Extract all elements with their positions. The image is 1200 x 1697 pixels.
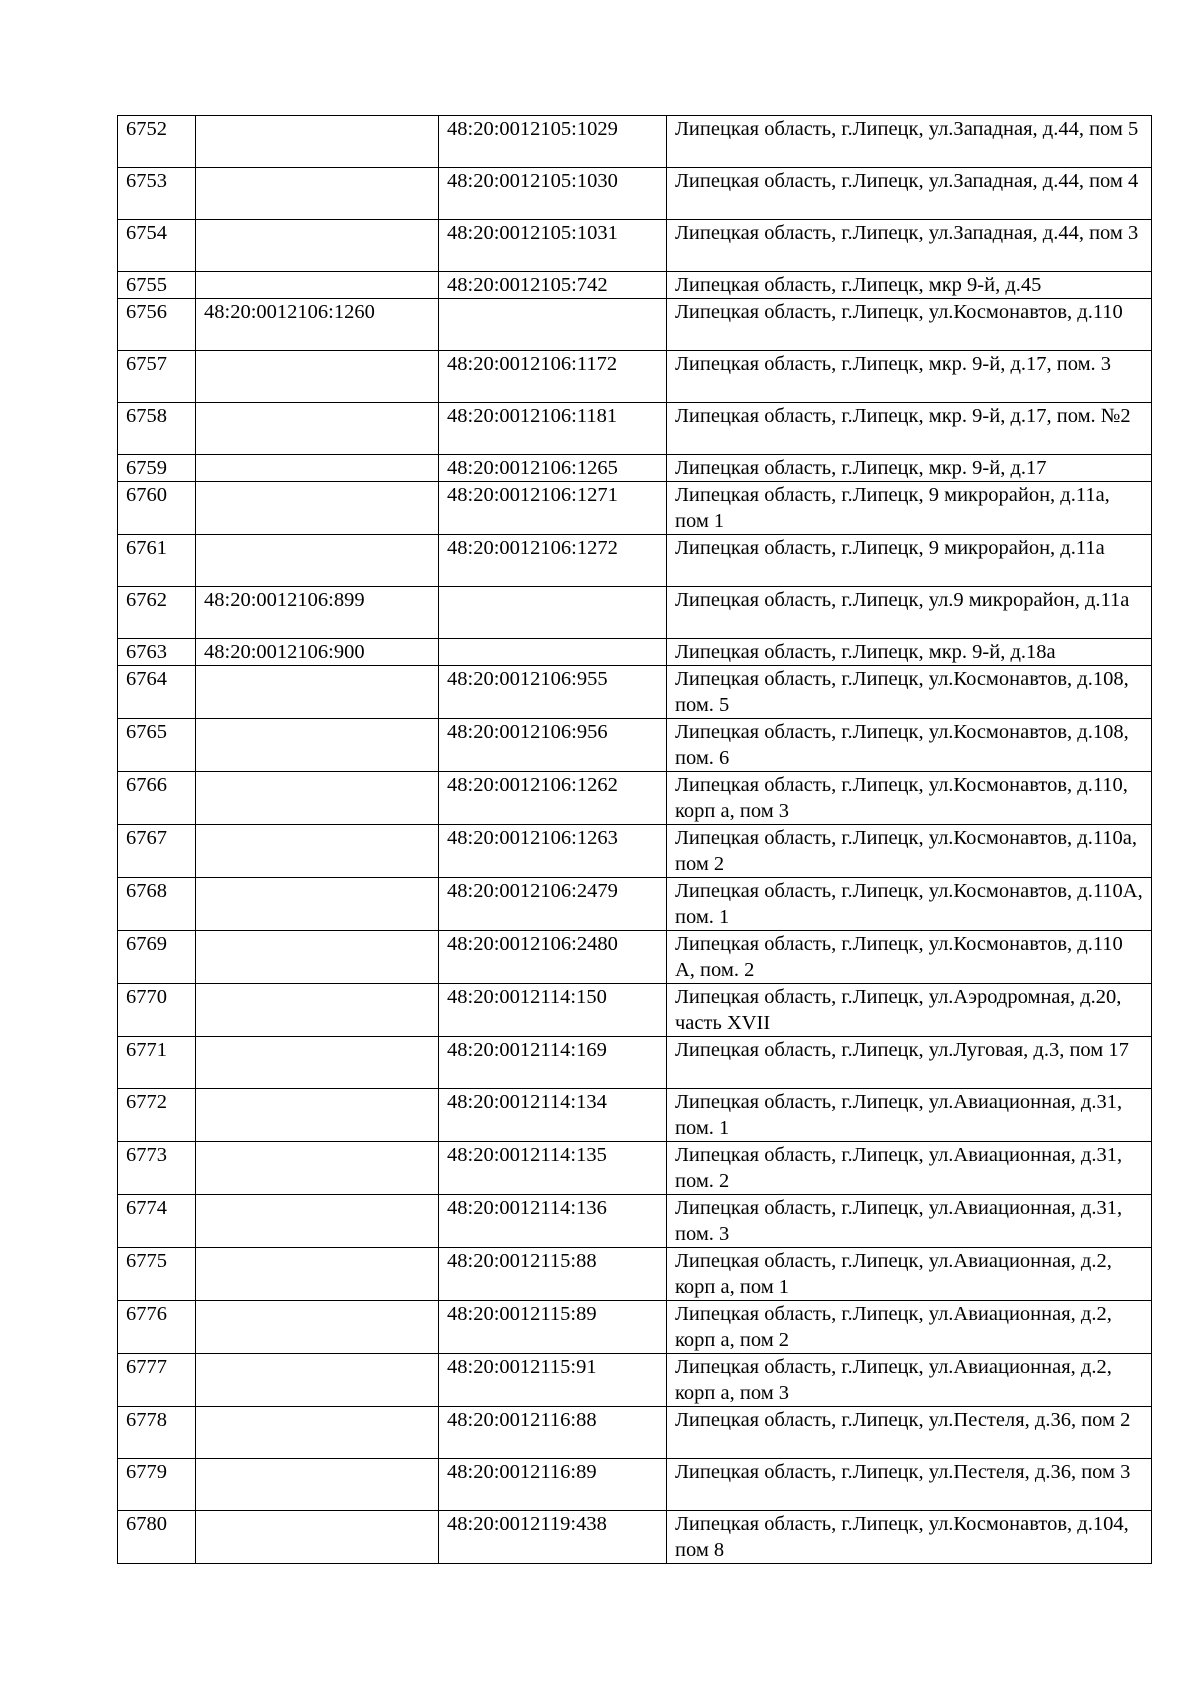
premises-cadastral-cell: 48:20:0012106:2479 — [439, 878, 667, 931]
address-cell: Липецкая область, г.Липецк, ул.Авиационная, д.2, корп а, пом 2 — [667, 1301, 1152, 1354]
table-row — [118, 116, 1152, 168]
premises-cadastral-cell: 48:20:0012116:89 — [439, 1459, 667, 1511]
row-number-cell: 6766 — [118, 772, 196, 825]
building-cadastral-cell — [196, 772, 439, 825]
premises-cadastral-cell: 48:20:0012106:956 — [439, 719, 667, 772]
address-cell: Липецкая область, г.Липецк, ул.Космонавтов, д.110 А, пом. 2 — [667, 931, 1152, 984]
table-row — [118, 351, 1152, 403]
row-number-cell: 6778 — [118, 1407, 196, 1459]
building-cadastral-cell: 48:20:0012106:899 — [196, 587, 439, 639]
address-cell: Липецкая область, г.Липецк, ул.Аэродромная, д.20, часть XVII — [667, 984, 1152, 1037]
row-number-cell: 6780 — [118, 1511, 196, 1564]
premises-cadastral-cell: 48:20:0012106:1263 — [439, 825, 667, 878]
table-row — [118, 772, 1152, 825]
table-row — [118, 825, 1152, 878]
building-cadastral-cell — [196, 719, 439, 772]
premises-cadastral-cell: 48:20:0012106:955 — [439, 666, 667, 719]
table-row — [118, 272, 1152, 299]
address-cell: Липецкая область, г.Липецк, ул.Авиационная, д.2, корп а, пом 1 — [667, 1248, 1152, 1301]
building-cadastral-cell — [196, 272, 439, 299]
building-cadastral-cell — [196, 168, 439, 220]
address-cell: Липецкая область, г.Липецк, ул.Западная, д.44, пом 4 — [667, 168, 1152, 220]
premises-cadastral-cell: 48:20:0012105:1030 — [439, 168, 667, 220]
premises-cadastral-cell — [439, 587, 667, 639]
row-number-cell: 6755 — [118, 272, 196, 299]
row-number-cell: 6758 — [118, 403, 196, 455]
row-number-cell: 6770 — [118, 984, 196, 1037]
table-row — [118, 1195, 1152, 1248]
address-cell: Липецкая область, г.Липецк, 9 микрорайон, д.11а — [667, 535, 1152, 587]
table-row — [118, 1089, 1152, 1142]
table-row — [118, 299, 1152, 351]
building-cadastral-cell — [196, 931, 439, 984]
table-row — [118, 878, 1152, 931]
building-cadastral-cell — [196, 1459, 439, 1511]
address-cell: Липецкая область, г.Липецк, ул.Пестеля, д.36, пом 2 — [667, 1407, 1152, 1459]
address-cell: Липецкая область, г.Липецк, ул.Космонавтов, д.110, корп а, пом 3 — [667, 772, 1152, 825]
address-cell: Липецкая область, г.Липецк, ул.Космонавтов, д.110А, пом. 1 — [667, 878, 1152, 931]
building-cadastral-cell — [196, 878, 439, 931]
address-cell: Липецкая область, г.Липецк, ул.Луговая, д.3, пом 17 — [667, 1037, 1152, 1089]
row-number-cell: 6772 — [118, 1089, 196, 1142]
table-row — [118, 455, 1152, 482]
address-cell: Липецкая область, г.Липецк, ул.Западная, д.44, пом 5 — [667, 116, 1152, 168]
premises-cadastral-cell: 48:20:0012115:89 — [439, 1301, 667, 1354]
building-cadastral-cell — [196, 482, 439, 535]
building-cadastral-cell — [196, 220, 439, 272]
premises-cadastral-cell: 48:20:0012106:2480 — [439, 931, 667, 984]
address-cell: Липецкая область, г.Липецк, ул.Космонавтов, д.110а, пом 2 — [667, 825, 1152, 878]
row-number-cell: 6762 — [118, 587, 196, 639]
table-row — [118, 931, 1152, 984]
building-cadastral-cell — [196, 116, 439, 168]
premises-cadastral-cell: 48:20:0012106:1265 — [439, 455, 667, 482]
premises-cadastral-cell: 48:20:0012106:1181 — [439, 403, 667, 455]
building-cadastral-cell — [196, 825, 439, 878]
premises-cadastral-cell: 48:20:0012106:1172 — [439, 351, 667, 403]
row-number-cell: 6768 — [118, 878, 196, 931]
address-cell: Липецкая область, г.Липецк, ул.Космонавтов, д.108, пом. 6 — [667, 719, 1152, 772]
address-cell: Липецкая область, г.Липецк, мкр. 9-й, д.17, пом. 3 — [667, 351, 1152, 403]
row-number-cell: 6773 — [118, 1142, 196, 1195]
table-row — [118, 587, 1152, 639]
table-row — [118, 984, 1152, 1037]
building-cadastral-cell — [196, 1301, 439, 1354]
address-cell: Липецкая область, г.Липецк, 9 микрорайон, д.11а, пом 1 — [667, 482, 1152, 535]
table-row — [118, 1301, 1152, 1354]
premises-cadastral-cell: 48:20:0012114:134 — [439, 1089, 667, 1142]
building-cadastral-cell: 48:20:0012106:900 — [196, 639, 439, 666]
premises-cadastral-cell: 48:20:0012106:1271 — [439, 482, 667, 535]
row-number-cell: 6765 — [118, 719, 196, 772]
row-number-cell: 6775 — [118, 1248, 196, 1301]
row-number-cell: 6757 — [118, 351, 196, 403]
premises-cadastral-cell: 48:20:0012105:1031 — [439, 220, 667, 272]
table-row — [118, 403, 1152, 455]
building-cadastral-cell — [196, 1407, 439, 1459]
table-row — [118, 1142, 1152, 1195]
address-cell: Липецкая область, г.Липецк, ул.Авиационная, д.31, пом. 1 — [667, 1089, 1152, 1142]
table-row — [118, 1407, 1152, 1459]
building-cadastral-cell — [196, 1354, 439, 1407]
building-cadastral-cell — [196, 1195, 439, 1248]
address-cell: Липецкая область, г.Липецк, ул.Космонавтов, д.104, пом 8 — [667, 1511, 1152, 1564]
document-page — [117, 115, 1151, 1564]
row-number-cell: 6774 — [118, 1195, 196, 1248]
table-row — [118, 1248, 1152, 1301]
row-number-cell: 6760 — [118, 482, 196, 535]
address-cell: Липецкая область, г.Липецк, ул.Космонавтов, д.110 — [667, 299, 1152, 351]
building-cadastral-cell — [196, 1037, 439, 1089]
table-row — [118, 1354, 1152, 1407]
row-number-cell: 6777 — [118, 1354, 196, 1407]
premises-cadastral-cell: 48:20:0012105:742 — [439, 272, 667, 299]
premises-cadastral-cell: 48:20:0012105:1029 — [439, 116, 667, 168]
building-cadastral-cell — [196, 455, 439, 482]
address-cell: Липецкая область, г.Липецк, ул.9 микрорайон, д.11а — [667, 587, 1152, 639]
row-number-cell: 6756 — [118, 299, 196, 351]
address-cell: Липецкая область, г.Липецк, ул.Авиационная, д.31, пом. 2 — [667, 1142, 1152, 1195]
premises-cadastral-cell: 48:20:0012119:438 — [439, 1511, 667, 1564]
building-cadastral-cell — [196, 351, 439, 403]
table-row — [118, 666, 1152, 719]
building-cadastral-cell — [196, 535, 439, 587]
building-cadastral-cell — [196, 1248, 439, 1301]
address-cell: Липецкая область, г.Липецк, мкр. 9-й, д.17 — [667, 455, 1152, 482]
premises-cadastral-cell: 48:20:0012116:88 — [439, 1407, 667, 1459]
row-number-cell: 6754 — [118, 220, 196, 272]
address-cell: Липецкая область, г.Липецк, ул.Пестеля, д.36, пом 3 — [667, 1459, 1152, 1511]
table-row — [118, 639, 1152, 666]
premises-cadastral-cell: 48:20:0012114:169 — [439, 1037, 667, 1089]
premises-cadastral-cell: 48:20:0012114:135 — [439, 1142, 667, 1195]
registry-table — [117, 115, 1152, 1564]
row-number-cell: 6767 — [118, 825, 196, 878]
row-number-cell: 6771 — [118, 1037, 196, 1089]
table-row — [118, 482, 1152, 535]
table-row — [118, 220, 1152, 272]
premises-cadastral-cell — [439, 299, 667, 351]
premises-cadastral-cell: 48:20:0012114:150 — [439, 984, 667, 1037]
row-number-cell: 6753 — [118, 168, 196, 220]
row-number-cell: 6779 — [118, 1459, 196, 1511]
premises-cadastral-cell: 48:20:0012106:1262 — [439, 772, 667, 825]
premises-cadastral-cell — [439, 639, 667, 666]
building-cadastral-cell — [196, 984, 439, 1037]
address-cell: Липецкая область, г.Липецк, ул.Космонавтов, д.108, пом. 5 — [667, 666, 1152, 719]
table-row — [118, 1459, 1152, 1511]
premises-cadastral-cell: 48:20:0012114:136 — [439, 1195, 667, 1248]
address-cell: Липецкая область, г.Липецк, ул.Авиационная, д.31, пом. 3 — [667, 1195, 1152, 1248]
table-row — [118, 1511, 1152, 1564]
building-cadastral-cell — [196, 1089, 439, 1142]
building-cadastral-cell — [196, 1142, 439, 1195]
building-cadastral-cell: 48:20:0012106:1260 — [196, 299, 439, 351]
building-cadastral-cell — [196, 666, 439, 719]
table-row — [118, 535, 1152, 587]
row-number-cell: 6763 — [118, 639, 196, 666]
premises-cadastral-cell: 48:20:0012106:1272 — [439, 535, 667, 587]
premises-cadastral-cell: 48:20:0012115:88 — [439, 1248, 667, 1301]
row-number-cell: 6769 — [118, 931, 196, 984]
row-number-cell: 6764 — [118, 666, 196, 719]
address-cell: Липецкая область, г.Липецк, ул.Западная, д.44, пом 3 — [667, 220, 1152, 272]
row-number-cell: 6752 — [118, 116, 196, 168]
table-row — [118, 719, 1152, 772]
row-number-cell: 6776 — [118, 1301, 196, 1354]
row-number-cell: 6759 — [118, 455, 196, 482]
address-cell: Липецкая область, г.Липецк, мкр. 9-й, д.17, пом. №2 — [667, 403, 1152, 455]
table-row — [118, 168, 1152, 220]
address-cell: Липецкая область, г.Липецк, мкр 9-й, д.45 — [667, 272, 1152, 299]
table-row — [118, 1037, 1152, 1089]
row-number-cell: 6761 — [118, 535, 196, 587]
registry-table-body — [118, 116, 1152, 1564]
address-cell: Липецкая область, г.Липецк, ул.Авиационная, д.2, корп а, пом 3 — [667, 1354, 1152, 1407]
building-cadastral-cell — [196, 403, 439, 455]
building-cadastral-cell — [196, 1511, 439, 1564]
address-cell: Липецкая область, г.Липецк, мкр. 9-й, д.18а — [667, 639, 1152, 666]
premises-cadastral-cell: 48:20:0012115:91 — [439, 1354, 667, 1407]
